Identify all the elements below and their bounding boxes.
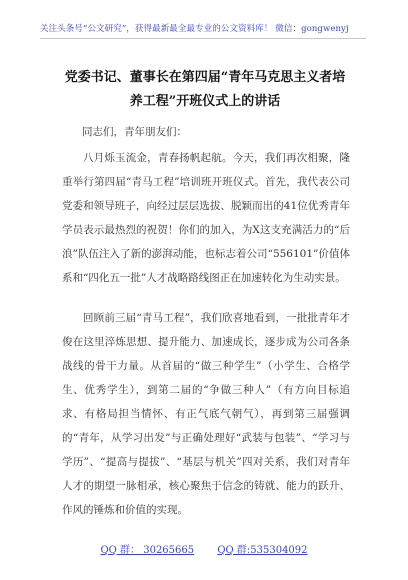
body-paragraph-2: 回顾前三届“青马工程”，我们欣喜地看到，一批批青年才俊在这里淬炼思想、提升能力、加速成长，逐步成为公司各条战线的骨干力量。从首届的“做三种学生”（小学生、合格学生、优秀学生），到第二届的“争做三种人”（有方向目标追求、有格局担当情怀、有正气底气朝气），再到第三届强调的“青年，从学习出发”与正确处理好“武装与包装”、“学习与学历”、“提高与提拔”、“基层与机关”四对关系，我们对青年人才的期望一脉相承，核心聚焦于信念的铸就、能力的跃升、作风的锤炼和价值的实现。 — [62, 312, 350, 516]
document-title: 党委书记、董事长在第四届“青年马克思主义者培养工程”开班仪式上的讲话 — [64, 70, 346, 109]
footer-contacts — [0, 541, 408, 556]
footer-qq-group-1[interactable]: QQ 群： 30265665 — [100, 545, 195, 556]
salutation: 同志们，青年朋友们： — [82, 126, 187, 138]
header-promo-note: 关注头条号“公文研究”，获得最新最全最专业的公文资料库！ 微信：gongwenyj — [40, 24, 349, 34]
body-paragraph-1: 八月烁玉流金，青春扬帆起航。今天，我们再次相聚，隆重举行第四届“青马工程”培训班开班仪式。首先，我代表公司党委和领导班子，向经过层层选拔、脱颖而出的41位优秀青年学员表示最热烈的祝贺！你们的加入，为X这支充满活力的“后浪”队伍注入了新的澎湃动能，也标志着公司“556101”价值体系和“四化五一批”人才战略路线图正在加速转化为生动实景。 — [62, 152, 350, 284]
footer-qq-group-2[interactable]: QQ 群:535304092 — [217, 545, 308, 556]
header-divider — [40, 38, 366, 39]
